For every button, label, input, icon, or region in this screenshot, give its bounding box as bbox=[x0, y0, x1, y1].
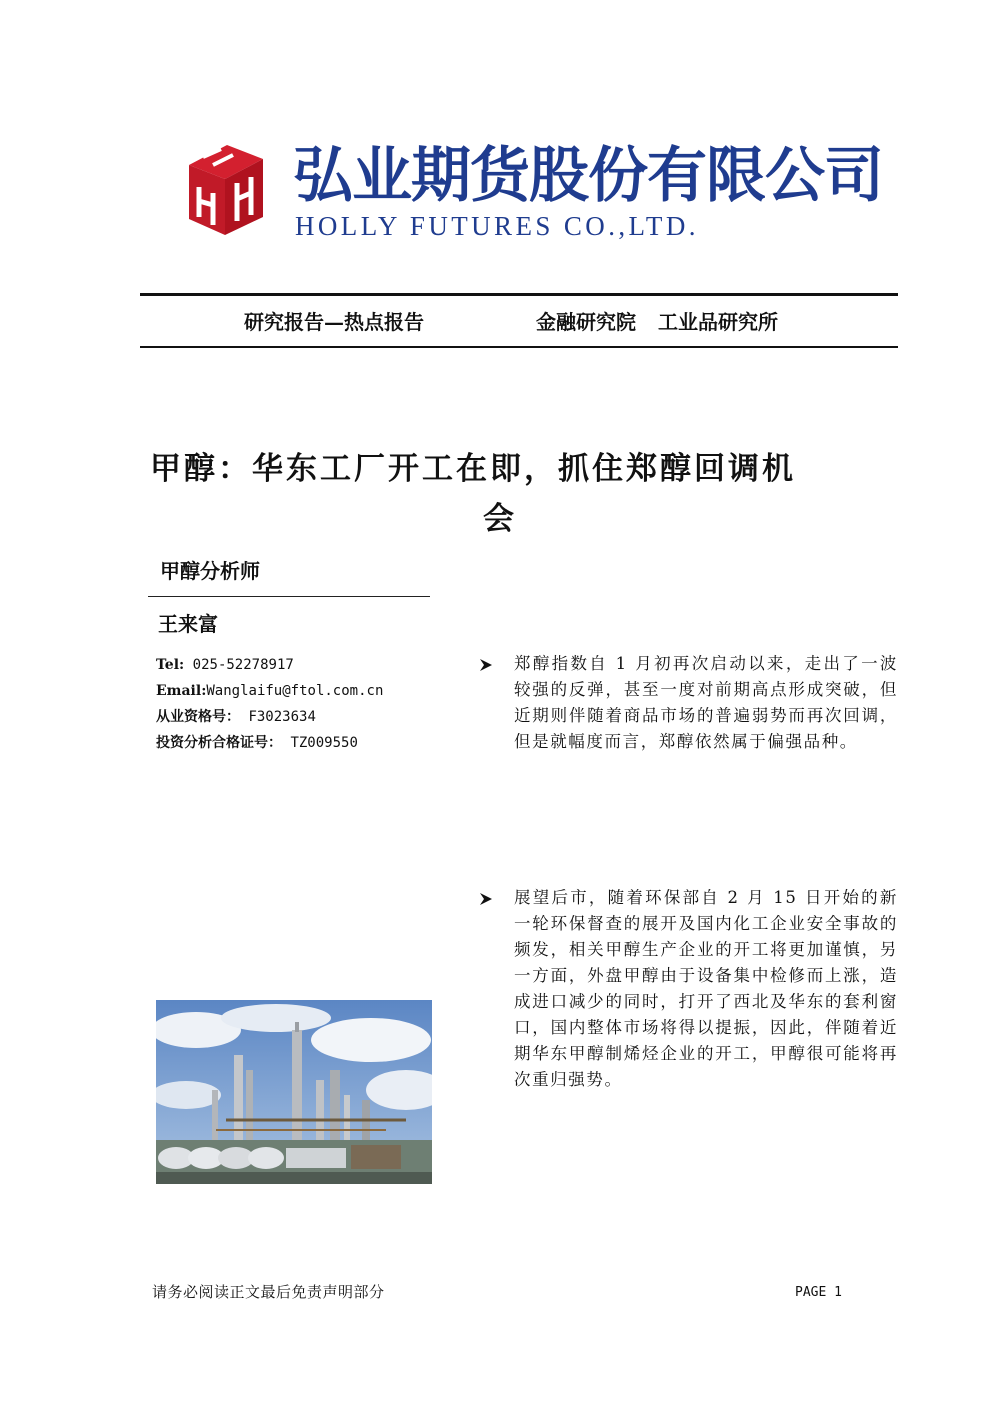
arrow-bullet-icon bbox=[478, 657, 494, 673]
department-name: 工业品研究所 bbox=[658, 310, 778, 334]
tel-row bbox=[156, 652, 383, 678]
license-label: 从业资格号： bbox=[156, 709, 240, 725]
header-bottom-rule bbox=[140, 346, 898, 348]
license-value: F3023634 bbox=[248, 709, 316, 725]
analyst-contact bbox=[156, 652, 383, 756]
invest-license-row bbox=[156, 730, 383, 756]
report-title-line1: 甲醇：华东工厂开工在即，抓住郑醇回调机 bbox=[150, 451, 796, 487]
report-type: 研究报告—热点报告 bbox=[244, 310, 424, 334]
institute-line bbox=[536, 308, 778, 336]
bullet-text: 郑醇指数自 1 月初再次启动以来，走出了一波较强的反弹，甚至一度对前期高点形成突破，但近期则伴随着商品市场的普遍弱势而再次回调，但是就幅度而言，郑醇依然属于偏强品种。 bbox=[514, 654, 898, 751]
summary-bullet bbox=[478, 651, 898, 755]
email-value[interactable]: Wanglaifu@ftol.com.cn bbox=[206, 683, 384, 699]
report-title-line2: 会 bbox=[483, 501, 517, 537]
analyst-divider bbox=[148, 596, 430, 597]
institute-name: 金融研究院 bbox=[536, 310, 636, 334]
page-number: PAGE 1 bbox=[795, 1285, 842, 1300]
logo-company-en: HOLLY FUTURES CO.,LTD. bbox=[295, 211, 699, 241]
tel-value: 025-52278917 bbox=[192, 657, 294, 673]
company-logo-icon bbox=[183, 143, 265, 237]
chemical-plant-photo bbox=[156, 1000, 432, 1184]
invest-license-label: 投资分析合格证号： bbox=[156, 735, 282, 751]
header-top-rule bbox=[140, 293, 898, 296]
logo-company-cn: 弘业期货股份有限公司 bbox=[293, 141, 883, 211]
analyst-section-label: 甲醇分析师 bbox=[160, 559, 260, 583]
footer-disclaimer: 请务必阅读正文最后免责声明部分 bbox=[152, 1283, 385, 1301]
analyst-name: 王来富 bbox=[158, 612, 218, 636]
report-title bbox=[150, 444, 850, 544]
bullet-text: 展望后市，随着环保部自 2 月 15 日开始的新一轮环保督查的展开及国内化工企业安全事故的频发，相关甲醇生产企业的开工将更加谨慎，另一方面，外盘甲醇由于设备集中检修而上涨，造成进口减少的同时，打开了西北及华东的套利窗口，国内整体市场将得以提振，因此，伴随着近期华东甲醇制烯烃企业的开工，甲醇很可能将再次重归强势。 bbox=[514, 888, 898, 1089]
email-label: Email: bbox=[156, 683, 207, 699]
arrow-bullet-icon bbox=[478, 891, 494, 907]
tel-label: Tel: bbox=[156, 657, 185, 673]
license-row bbox=[156, 704, 383, 730]
summary-bullet bbox=[478, 885, 898, 1093]
invest-license-value: TZ009550 bbox=[290, 735, 358, 751]
email-row bbox=[156, 678, 383, 704]
